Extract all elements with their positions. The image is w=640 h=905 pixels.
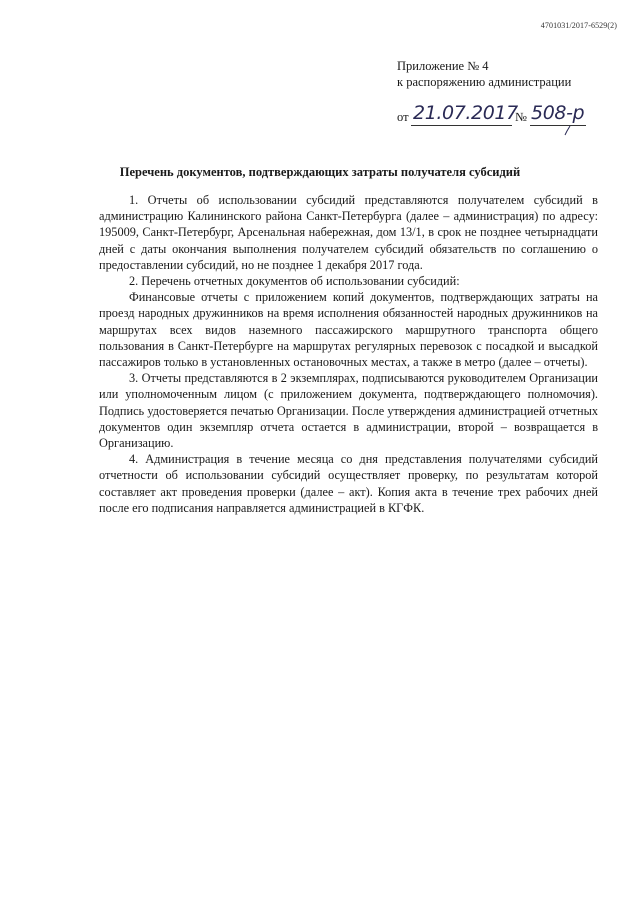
number-underline bbox=[530, 125, 586, 126]
document-title: Перечень документов, подтверждающих затраты получателя субсидий bbox=[119, 165, 521, 179]
document-body bbox=[99, 192, 598, 516]
number-sign: № bbox=[515, 110, 527, 124]
paragraph-2: 2. Перечень отчетных документов об использовании субсидий: bbox=[129, 274, 460, 289]
order-date-number bbox=[397, 104, 597, 130]
paragraph-4: 4. Администрация в течение месяца со дня представления получателями субсидий отчетности об использовании субсидий осуществляет проверку, по результатам которой составляет акт проведения проверки (далее – акт). Копия акта в течение трех рабочих дней после его подписания направляется администрацией в КГФК. bbox=[99, 452, 598, 515]
paragraph-1: 1. Отчеты об использовании субсидий представляются получателем субсидий в администрацию Калининского района Санкт-Петербурга (далее – администрация) по адресу: 195009, Санкт-Петербург, Арсенальная набережная, дом 13/1, в срок не позднее четырнадцати дней с даты окончания выполнения получателем субсидий обязательств по соглашению о предоставлении субсидий, но не позднее 1 декабря 2017 года. bbox=[99, 193, 598, 272]
date-underline bbox=[411, 125, 512, 126]
handwritten-order-number: 508-р bbox=[531, 102, 585, 124]
appendix-reference: к распоряжению администрации bbox=[397, 75, 572, 89]
document-number: 4701031/2017-6529(2) bbox=[540, 21, 617, 30]
pen-stroke-mark bbox=[564, 126, 572, 136]
handwritten-date: 21.07.2017 bbox=[413, 102, 518, 124]
paragraph-2-details: Финансовые отчеты с приложением копий документов, подтверждающих затраты на проезд народных дружинников на время исполнения обязанностей народных дружинников на маршрутах всех видов наземного пассажирского маршрутного транспорта общего пользования в Санкт-Петербурге на маршрутах регулярных перевозок с посадкой и высадкой пассажиров только в установленных остановочных местах, а также в метро (далее – отчеты). bbox=[99, 290, 598, 370]
appendix-header bbox=[397, 58, 571, 90]
date-prefix: от bbox=[397, 110, 409, 124]
paragraph-3: 3. Отчеты представляются в 2 экземплярах, подписываются руководителем Организации или уполномоченным лицом (с приложением документа, подтверждающего полномочия). Подпись удостоверяется печатью Организации. После утверждения администрацией отчетных документов один экземпляр отчета остается в администрации, второй – возвращается в Организацию. bbox=[99, 371, 598, 451]
appendix-number: Приложение № 4 bbox=[397, 59, 489, 73]
